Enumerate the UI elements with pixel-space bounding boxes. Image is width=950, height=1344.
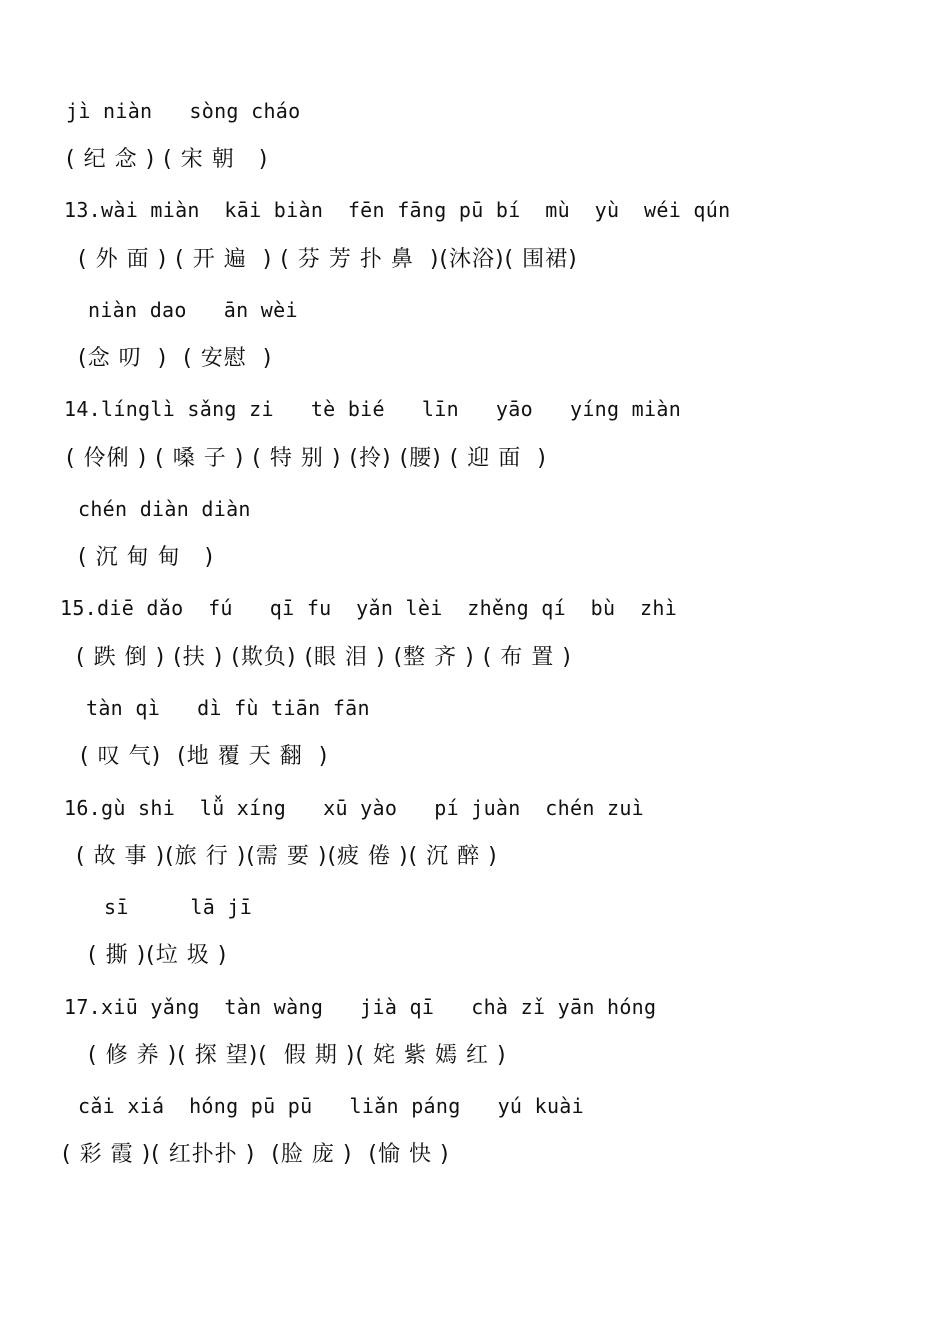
item-15-hanzi-line: ( 跌 倒 ) (扶 ) (欺负) (眼 泪 ) (整 齐 ) ( 布 置 ) [76,645,572,670]
pinyin-line: cǎi xiá hóng pū pū liǎn páng yú kuài [78,1094,584,1118]
item-17-hanzi-line: ( 修 养 )( 探 望)( 假 期 )( 姹 紫 嫣 红 ) [88,1043,507,1068]
hanzi-line: ( 纪 念 ) ( 宋 朝 ) [66,147,269,172]
hanzi-line: ( 撕 )(垃 圾 ) [88,943,228,968]
item-17-pinyin-line: 17.xiū yǎng tàn wàng jià qī chà zǐ yān hóng [64,995,657,1019]
pinyin-line: tàn qì dì fù tiān fān [86,696,370,720]
pinyin-line: niàn dao ān wèi [88,298,298,322]
hanzi-line: ( 沉 甸 甸 ) [78,545,215,570]
hanzi-line: ( 彩 霞 )( 红扑扑 ) (脸 庞 ) (愉 快 ) [62,1142,450,1167]
item-13-hanzi-line: ( 外 面 ) ( 开 遍 ) ( 芬 芳 扑 鼻 )(沐浴)( 围裙) [78,247,578,272]
pinyin-line: chén diàn diàn [78,497,251,521]
item-13-pinyin-line: 13.wài miàn kāi biàn fēn fāng pū bí mù yù wéi qún [64,198,731,222]
pinyin-line: jì niàn sòng cháo [66,99,301,123]
pinyin-line: sī lā jī [104,895,253,919]
item-14-pinyin-line: 14.línglì sǎng zi tè bié līn yāo yíng miàn [64,397,682,421]
item-15-pinyin-line: 15.diē dǎo fú qī fu yǎn lèi zhěng qí bù zhì [60,596,678,620]
item-16-pinyin-line: 16.gù shi lǚ xíng xū yào pí juàn chén zuì [64,796,645,820]
item-16-hanzi-line: ( 故 事 )(旅 行 )(需 要 )(疲 倦 )( 沉 醉 ) [76,844,498,869]
hanzi-line: (念 叨 ) ( 安慰 ) [78,346,273,371]
item-14-hanzi-line: ( 伶俐 ) ( 嗓 子 ) ( 特 别 ) (拎) (腰) ( 迎 面 ) [66,446,547,471]
hanzi-line: ( 叹 气) (地 覆 天 翻 ) [80,744,329,769]
